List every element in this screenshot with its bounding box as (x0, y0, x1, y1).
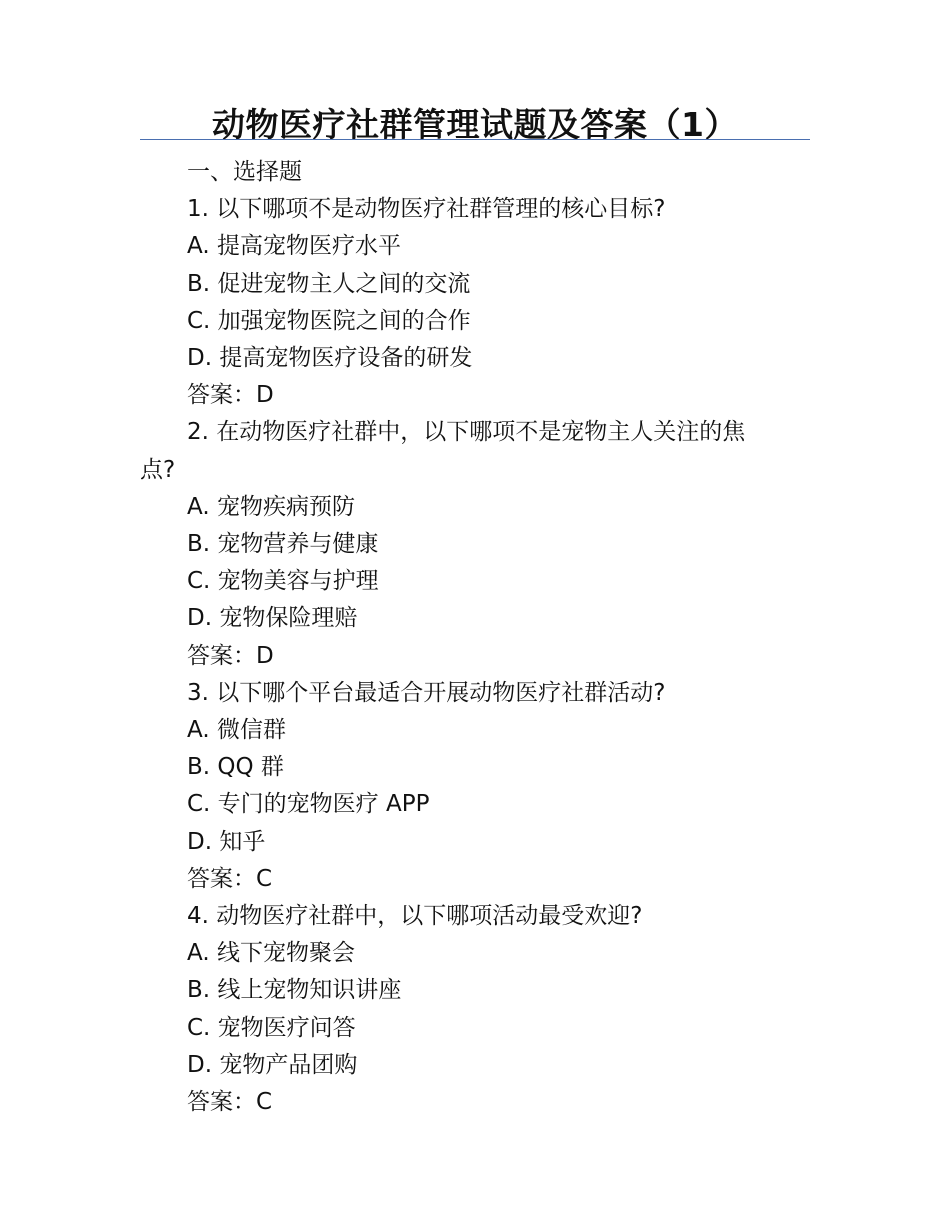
question-1-option-d: D. 提高宠物医疗设备的研发 (187, 345, 473, 372)
question-1-text: 1. 以下哪项不是动物医疗社群管理的核心目标? (187, 196, 666, 223)
question-1-option-a: A. 提高宠物医疗水平 (187, 233, 401, 260)
question-3-text: 3. 以下哪个平台最适合开展动物医疗社群活动? (187, 679, 666, 706)
question-1-option-b: B. 促进宠物主人之间的交流 (187, 270, 471, 297)
question-1-option-c: C. 加强宠物医院之间的合作 (187, 307, 471, 334)
question-3-option-c: C. 专门的宠物医疗 APP (187, 791, 430, 818)
question-3-option-a: A. 微信群 (187, 717, 286, 744)
question-4-answer: 答案：C (187, 1089, 273, 1116)
question-2-text-line1: 2. 在动物医疗社群中，以下哪项不是宠物主人关注的焦 (187, 419, 746, 446)
question-2-option-c: C. 宠物美容与护理 (187, 568, 379, 595)
question-2-text-line2: 点? (140, 456, 176, 483)
question-3-answer: 答案：C (187, 865, 273, 892)
question-4-option-c: C. 宠物医疗问答 (187, 1014, 356, 1041)
question-2-option-d: D. 宠物保险理赔 (187, 605, 358, 632)
question-4-option-a: A. 线下宠物聚会 (187, 940, 355, 967)
question-3-option-d: D. 知乎 (187, 828, 266, 855)
page-title: 动物医疗社群管理试题及答案（1） (212, 105, 738, 144)
question-1-answer: 答案：D (187, 382, 274, 409)
question-4-text: 4. 动物医疗社群中，以下哪项活动最受欢迎? (187, 903, 643, 930)
question-2-answer: 答案：D (187, 642, 274, 669)
question-2-option-b: B. 宠物营养与健康 (187, 531, 379, 558)
question-4-option-b: B. 线上宠物知识讲座 (187, 977, 402, 1004)
question-2-option-a: A. 宠物疾病预防 (187, 493, 355, 520)
question-4-option-d: D. 宠物产品团购 (187, 1051, 358, 1078)
question-3-option-b: B. QQ 群 (187, 754, 284, 781)
section-heading: 一、选择题 (187, 159, 302, 185)
title-underline (140, 139, 810, 140)
document-body (140, 154, 810, 1121)
